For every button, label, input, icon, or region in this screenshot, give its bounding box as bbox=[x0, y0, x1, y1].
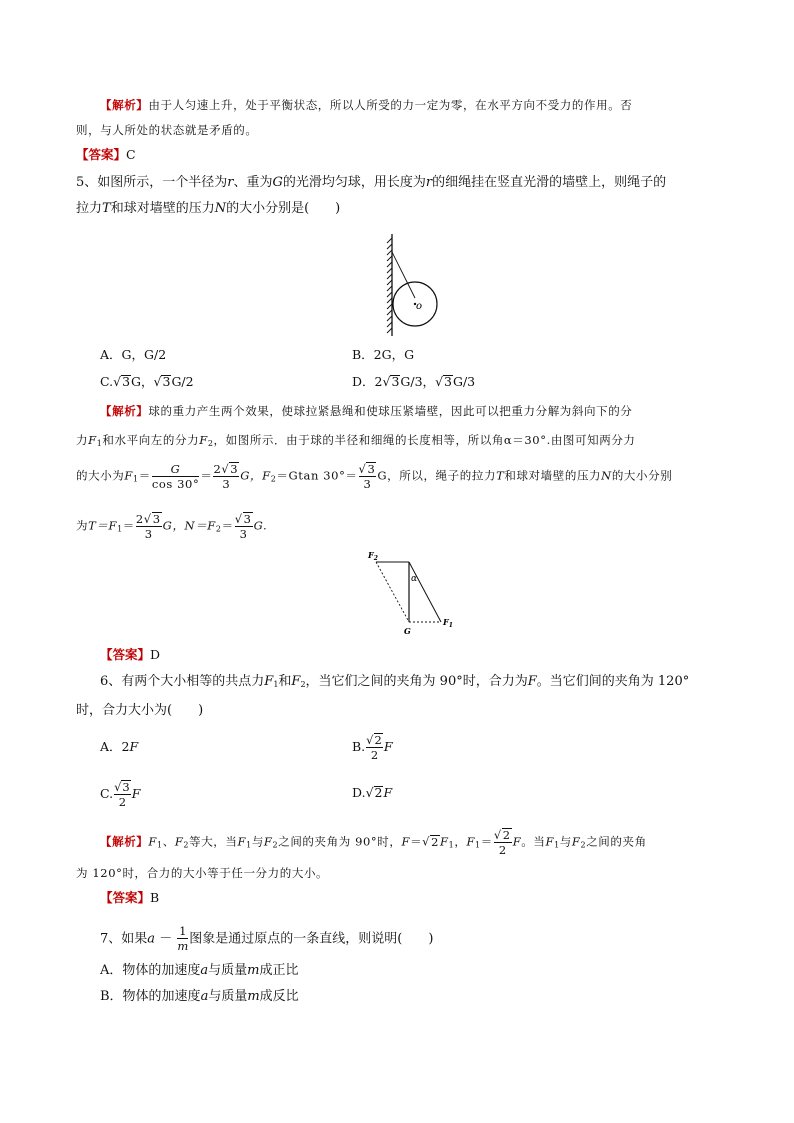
q5-stem-line2: 拉力T和球对墙壁的压力N的大小分别是( ) bbox=[76, 201, 341, 216]
q6-explanation-line1: 【解析】$F_1$、$F_2$等大，当$F_1$与$F_2$之间的夹角为 90°时，$F=√2F_1$，$F_1=$ $\frac{√2}{2}$ F。当$F_1$与$F_2$之间的夹角 bbox=[100, 828, 647, 857]
q5-option-a: A．G，G/2 bbox=[100, 347, 167, 362]
q5-explanation-line1: 【解析】球的重力产生两个效果，使球拉紧悬绳和使球压紧墙壁，因此可以把重力分解为斜向下的分 bbox=[100, 404, 633, 418]
svg-text:F2: $F_2$ bbox=[368, 550, 378, 562]
q7-option-a: A．物体的加速度a与质量m成正比 bbox=[100, 963, 299, 978]
q6-option-d: D.√2F bbox=[352, 785, 393, 800]
q6-stem-line1: 6、有两个大小相等的共点力$F_1$和$F_2$，当它们之间的夹角为 90°时，合力为F。当它们间的夹角为 120° bbox=[100, 674, 690, 689]
q5-answer: 【答案】D bbox=[100, 647, 161, 662]
svg-text:F1: $F_1$ bbox=[443, 617, 453, 629]
q6-option-b: B. $\frac{√2}{2}$ F bbox=[352, 733, 393, 762]
q5-force-diagram bbox=[364, 548, 464, 638]
f1-vector bbox=[409, 562, 441, 622]
q6-explanation-line2: 为 120°时，合力的大小等于任一分力的大小。 bbox=[76, 866, 329, 880]
q5-stem-line1: 5、如图所示，一个半径为r、重为G的光滑均匀球，用长度为r的细绳挂在竖直光滑的墙壁上，则绳子的 bbox=[76, 175, 667, 190]
rope-line bbox=[392, 252, 415, 298]
q6-option-c: C. $\frac{√3}{2}$ F bbox=[100, 780, 141, 809]
q5-option-d: D．2√3G/3，√3G/3 bbox=[352, 374, 476, 389]
center-label-o: o bbox=[416, 301, 423, 312]
q6-stem-line2: 时，合力大小为( ) bbox=[76, 703, 204, 718]
q5-explanation-line2: 力$F_1$和水平向左的分力$F_2$，如图所示．由于球的半径和细绳的长度相等，所以角α＝30°.由图可知两分力 bbox=[76, 433, 636, 448]
q5-option-c: C.√3G，√3G/2 bbox=[100, 374, 194, 389]
answer-tag: 【答案】 bbox=[76, 147, 127, 162]
svg-text:α: α bbox=[411, 574, 418, 584]
q4-answer-value: C bbox=[126, 147, 136, 162]
q6-option-a: A．2F bbox=[100, 739, 139, 754]
svg-text:G: G bbox=[404, 626, 411, 636]
q5-explanation-line3: 的大小为$F_1=$ $\frac{G}{\cos 30^\circ}$ ＝ $\frac{2√3}{3}$ G，$F_2=Gtan$ 30°＝ $\frac{√3}{3}$ G，所以，绳子的拉力T和球对墙壁的压力N的大小分别 bbox=[76, 461, 673, 491]
q4-explanation-line2: 则，与人所处的状态就是矛盾的。 bbox=[76, 123, 258, 137]
q5-option-b: B．2G，G bbox=[352, 347, 415, 362]
q4-answer bbox=[76, 146, 136, 164]
q4-explanation-line1 bbox=[100, 96, 632, 114]
q5-wall-ball-figure bbox=[382, 232, 442, 340]
q7-option-b: B．物体的加速度a与质量m成反比 bbox=[100, 989, 299, 1004]
explanation-tag: 【解析】 bbox=[100, 98, 149, 112]
q7-stem: 7、如果a － $\frac{1}{m}$ 图象是通过原点的一条直线，则说明( ) bbox=[100, 924, 434, 953]
q4-explanation-text: 由于人匀速上升，处于平衡状态，所以人所受的力一定为零，在水平方向不受力的作用。否 bbox=[148, 98, 633, 112]
q6-answer: 【答案】B bbox=[100, 890, 160, 905]
q5-explanation-line4: 为$T=F_1=$ $\frac{2√3}{3}$ G，$N=F_2=$ $\frac{√3}{3}$ G. bbox=[76, 512, 268, 541]
